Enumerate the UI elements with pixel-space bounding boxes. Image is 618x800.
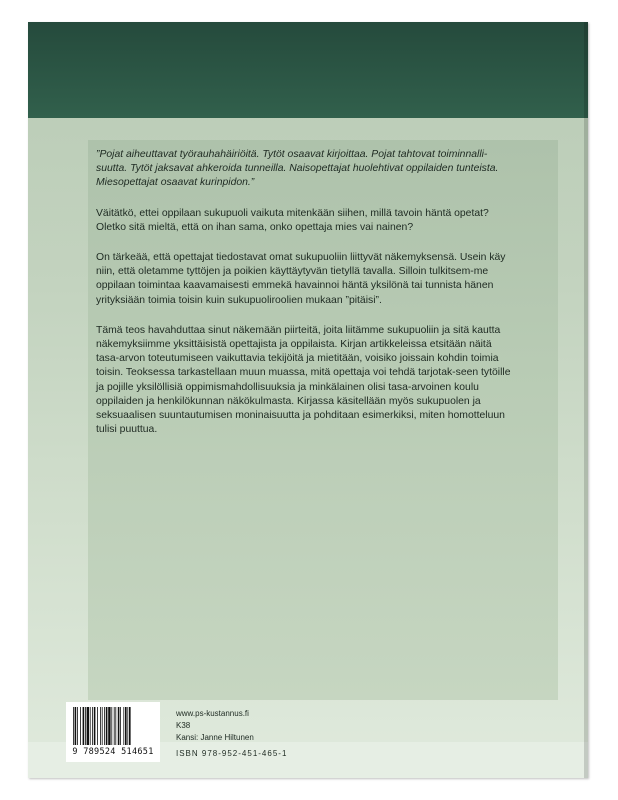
blurb-paragraph: Tämä teos havahduttaa sinut näkemään piirteitä, joita liitämme sukupuoliin ja sitä kautta näkemyksiimme yksittäisistä opettajista ja oppilaista. Kirjan artikkeleissa etsitään näitä tasa-arvon toteutumiseen vaikuttavia tekijöitä ja mietitään, voisiko joissain kohdin toimia toisin. Teoksessa tarkastellaan muun muassa, mitä opettaja voi tehdä tarjotak-seen tytöille ja pojille yksilöllisiä oppimismahdollisuuksia ja minkälainen olisi tasa-arvoinen koulu oppilaiden ja henkilökunnan näkökulmasta. Kirjassa käsitellään myös sukupuolen ja seksuaalisen suuntautumisen moninaisuutta ja pohditaan esimerkiksi, miten homotteluun tulisi puuttua. — [96, 324, 511, 436]
barcode-digits: 9 789524 514651 — [72, 747, 154, 757]
publisher-info — [176, 708, 287, 760]
isbn-barcode — [66, 702, 160, 762]
isbn-number: ISBN 978-952-451-465-1 — [176, 749, 288, 758]
blurb-text — [96, 148, 516, 453]
intro-quote: ”Pojat aiheuttavat työrauhahäiriöitä. Tytöt osaavat kirjoittaa. Pojat tahtovat toiminnalli-suutta. Tytöt jaksavat ahkeroida tunneilla. Naisopettajat huolehtivat oppilaiden tunteista. Miesopettajat osaavat kurinpidon.” — [96, 149, 499, 189]
cover-credit: Kansi: Janne Hiltunen — [176, 733, 254, 742]
barcode-bars — [73, 707, 153, 745]
top-color-band — [28, 22, 588, 118]
blurb-paragraph: Väitätkö, ettei oppilaan sukupuoli vaikuta mitenkään siihen, millä tavoin häntä opetat? Oletko sitä mieltä, että on ihan sama, onko opettaja mies vai nainen? — [96, 207, 489, 233]
publisher-website: www.ps-kustannus.fi — [176, 709, 249, 718]
blurb-paragraph: On tärkeää, että opettajat tiedostavat omat sukupuoliin liittyvät näkemyksensä. Usein käy niin, että oletamme tyttöjen ja poikien käyttäytyvän tietyllä tavalla. Silloin tulkitsem-me oppilaan toimintaa kaavamaisesti emmekä havainnoi häntä yksilönä tai tunnista hänen yrityksiään toimia toisin kuin sukupuoliroolien mukaan ”pitäisi”. — [96, 252, 506, 306]
product-code: K38 — [176, 721, 191, 730]
spine-shadow — [584, 22, 588, 778]
